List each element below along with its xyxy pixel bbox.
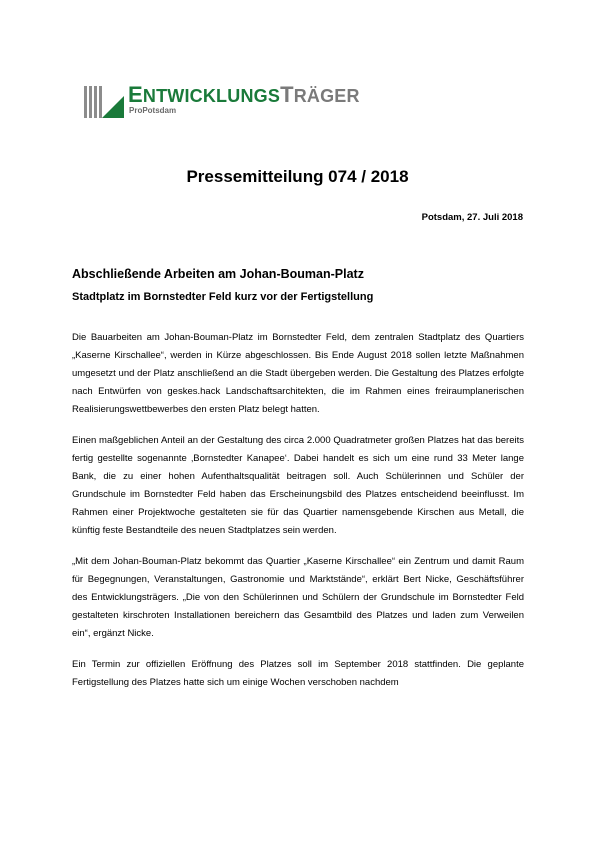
paragraph: Ein Termin zur offiziellen Eröffnung des Platzes soll im September 2018 stattfinden. Die geplante Fertigstellung des Platzes hatte sich um einige Wochen verschoben nachdem <box>72 659 524 688</box>
logo-initial-t: T <box>280 82 294 107</box>
logo-title <box>128 84 360 107</box>
paragraph: Die Bauarbeiten am Johan-Bouman-Platz im Bornstedter Feld, dem zentralen Stadtplatz des Quartiers „Kaserne Kirschallee“, werden in Kürze abgeschlossen. Bis Ende August 2018 sollen letzte Maßnahmen umgesetzt und der Platz anschließend an die Stadt übergeben werden. Die Gestaltung des Platzes erfolgte nach Entwürfen von geskes.hack Landschaftsarchitekten, die im Rahmen eines freiraumplanerischen Realisierungswettbewerbes den ersten Platz belegt hatten. <box>72 332 524 415</box>
logo-word-entwicklungs: NTWICKLUNGS <box>142 86 281 106</box>
logo-subtitle: ProPotsdam <box>129 106 177 115</box>
paragraph: „Mit dem Johan-Bouman-Platz bekommt das Quartier „Kaserne Kirschallee“ ein Zentrum und damit Raum für Begegnungen, Veranstaltungen, Gastronomie und Marktstände“, erklärt Bert Nicke, Geschäftsführer des Entwicklungsträgers. „Die von den Schülerinnen und Schülern der Grundschule im Bornstedter Feld gestalteten kirschroten Installationen bereichern das Gesamtbild des Platzes und laden zum Verweilen ein“, ergänzt Nicke. <box>72 556 524 639</box>
logo-word-traeger: RÄGER <box>293 86 360 106</box>
body-text <box>72 329 524 705</box>
entwicklungstraeger-logo <box>84 84 374 124</box>
headline: Abschließende Arbeiten am Johan-Bouman-Platz <box>72 267 364 281</box>
subheadline: Stadtplatz im Bornstedter Feld kurz vor der Fertigstellung <box>72 291 374 303</box>
logo-initial-e: E <box>128 82 143 107</box>
press-release-title: Pressemitteilung 074 / 2018 <box>186 167 409 186</box>
paragraph: Einen maßgeblichen Anteil an der Gestaltung des circa 2.000 Quadratmeter großen Platzes hat das bereits fertig gestellte sogenannte ‚Bornstedter Kanapee‘. Dabei handelt es sich um eine rund 33 Meter lange Bank, die zu einer hohen Aufenthaltsqualität beitragen soll. Auch Schülerinnen und Schüler der Grundschule im Bornstedter Feld haben das Erscheinungsbild des Platzes entscheidend beeinflusst. Im Rahmen einer Projektwoche gestalteten sie für das Quartier namensgebende Kirschen aus Metall, die künftig feste Bestandteile des neuen Stadtplatzes sein werden. <box>72 435 524 536</box>
logo-wordmark <box>128 84 360 116</box>
place-date: Potsdam, 27. Juli 2018 <box>421 212 523 223</box>
logo-bars-icon <box>84 86 124 118</box>
